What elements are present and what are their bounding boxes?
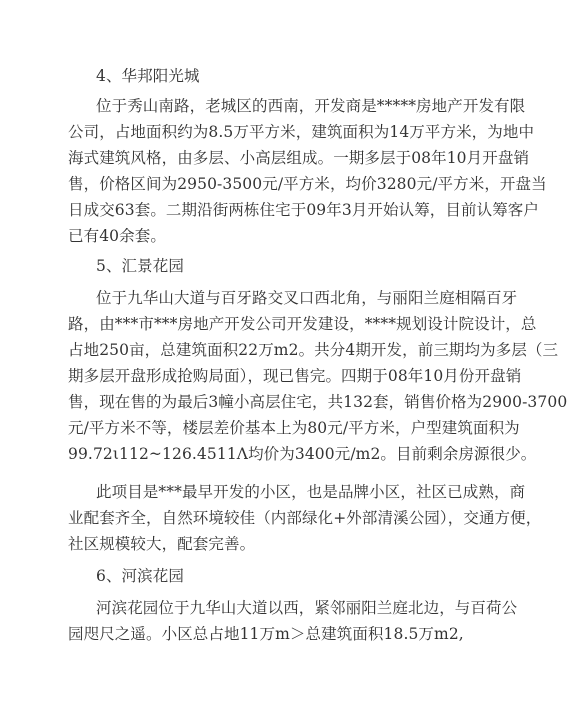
section-heading-4: 4、华邦阳光城: [96, 67, 200, 85]
paragraph-line: 位于九华山大道与百牙路交叉口西北角，与丽阳兰庭相隔百牙: [96, 289, 518, 307]
paragraph-line: 元/平方米不等，楼层差价基本上为80元/平方米，户型建筑面积为: [68, 419, 520, 437]
paragraph-line: 售，现在售的为最后3幢小高层住宅，共132套，销售价格为2900-3700: [68, 393, 567, 411]
paragraph-line: 位于秀山南路，老城区的西南，开发商是*****房地产开发有限: [96, 97, 526, 115]
paragraph-line: 河滨花园位于九华山大道以西，紧邻丽阳兰庭北边，与百荷公: [96, 599, 518, 617]
paragraph-line: 路，由***市***房地产开发公司开发建设，****规划设计院设计，总: [68, 315, 537, 333]
paragraph-line: 海式建筑风格，由多层、小高层组成。一期多层于08年10月开盘销: [68, 149, 530, 167]
paragraph-line: 占地250亩，总建筑面积22万m2。共分4期开发，前三期均为多层（三: [68, 341, 559, 359]
section-heading-5: 5、汇景花园: [96, 257, 184, 275]
paragraph-line: 99.72ι112~126.4511Λ均价为3400元/m2。目前剩余房源很少。: [68, 445, 537, 463]
paragraph-line: 公司，占地面积约为8.5万平方米，建筑面积为14万平方米，为地中: [68, 123, 535, 141]
paragraph-line: 期多层开盘形成抢购局面），现已售完。四期于08年10月份开盘销: [68, 367, 522, 385]
section-heading-6: 6、河滨花园: [96, 567, 184, 585]
paragraph-line: 社区规模较大，配套完善。: [68, 535, 256, 553]
paragraph-line: 售，价格区间为2950-3500元/平方米，均价3280元/平方米，开盘当: [68, 175, 547, 193]
paragraph-line: 园咫尺之遥。小区总占地11万m＞总建筑面积18.5万m2,: [68, 625, 464, 643]
paragraph-line: 业配套齐全，自然环境较佳（内部绿化+外部清溪公园），交通方便，: [68, 509, 542, 527]
paragraph-line: 此项目是***最早开发的小区，也是品牌小区，社区已成熟，商: [96, 483, 526, 501]
paragraph-line: 日成交63套。二期沿街两栋住宅于09年3月开始认筹，目前认筹客户: [68, 201, 540, 219]
paragraph-line: 已有40余套。: [68, 227, 166, 245]
